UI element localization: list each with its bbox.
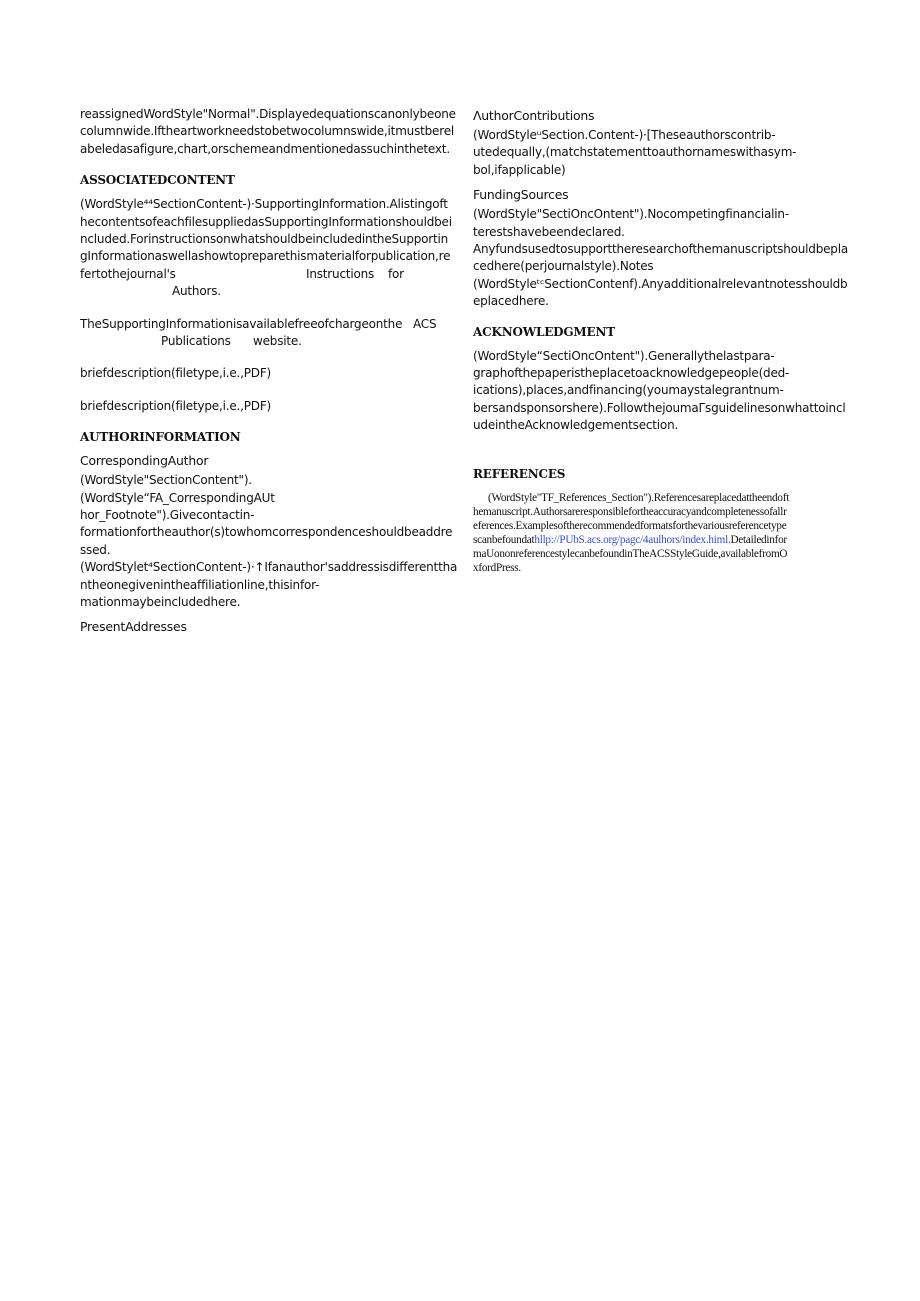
acknowledgment-paragraph: (WordStyle“SectiOncOntent").Generallythelastpara- graphofthepaperistheplacetoacknowledgepeople(ded- ications),places,andfinancing(youmaystalegrantnum- bersandsponsorshere).FollowthejoumaΓsguidelinesonwhattoincl udeintheAcknowledgementsection. [473,348,846,433]
left-column [80,106,458,635]
author-contributions-label: ΛuthorContributions [473,108,595,123]
acknowledgment-heading: ACKNOWLEDGMENT [473,324,615,339]
style-guide-link[interactable]: hllp://PUbS.acs.org/pagc/4aulhors/index.himl. [534,533,731,546]
right-column [473,108,849,575]
brief-description-2: briefdescription(filetype,i.e.,PDF) [80,398,272,413]
present-addresses-label: PresentAddresses [80,619,187,635]
corresponding-author-paragraph: (WordStyle"SectionContent").(WordStyle“FA_CorrespondingAUt hor_Footnote").Givecontactin- formationfortheauthor(s)towhomcorrespondenceshouldbeaddre ssed. (WordStylet⁴SectionContent-)·↑Ifanauthor'saddressisdifferenttha ntheonegivenintheaffiliationline,thisinfor- mationmaybeincludedhere. [80,473,458,610]
author-contributions-paragraph: (WordStyleᵘSection.Content-)·[Theseauthorscontrib- utedequally,(matchstatementtoauthornameswithasym- bol,ifapplicable) [473,128,797,177]
supporting-info-paragraph: TheSupportingInformationisavailablefreeofchargeonthe ACS Publications website. [80,316,437,349]
brief-description-1: briefdescription(filetype,i.e.,PDF) [80,366,272,381]
intro-paragraph: reassignedWordStyle"Normal".Displayedequationscanonlybeone columnwide.Iftheartworkneedstobetwocolumnswide,itmustberel abeledasafigure,chart,orschemeandmentionedassuchinthetext. [80,107,456,156]
associated-content-paragraph: (WordStyle⁴⁴SectionContent-)·SupportingInformation.Alistingoft hecontentsofeachfilesuppliedasSupportingInformationshouldbei ncluded.ForinstructionsonwhatshouldbeincludedintheSupportin gInformationaswellashowtopreparethismaterialforpublication,re fertothejournal's Instructions for Authors. [80,197,452,299]
funding-sources-label: FundingSources [473,187,569,203]
references-heading: REFERENCES [473,466,566,481]
references-paragraph: (WordStyle"TF_References_Section").Referencesareplacedattheendoft hemanuscript.Authorsareresponsiblefortheaccuracyandcompletenessofallr eferences.Examplesoftherecommendedformatsforthevariousreferencetype scanbefoundathllp://PUbS.acs.org/pagc/4aulhors/index.himl.Detailedinfor maUononreferencestylecanbefoundinTheACSStyleGuide,availablefromO xfordPress. [473,491,790,574]
corresponding-author-label: CorrespondingAuthor [80,453,209,469]
associated-content-heading: ASSOCIATEDCONTENT [80,173,235,188]
author-information-heading: AUTHORINFORMATION [80,430,241,445]
funding-sources-paragraph: (WordStyle"SectiOncOntent").Nocompetingfinancialin- terestshavebeendeclared. Anyfundsusedtosupporttheresearchofthemanuscriptshouldbepla cedhere(perjournalstyle).Notes (WordStyleᵗᶜSectionContenf).Anyadditionalrelevantnotesshouldb eplacedhere. [473,207,849,309]
